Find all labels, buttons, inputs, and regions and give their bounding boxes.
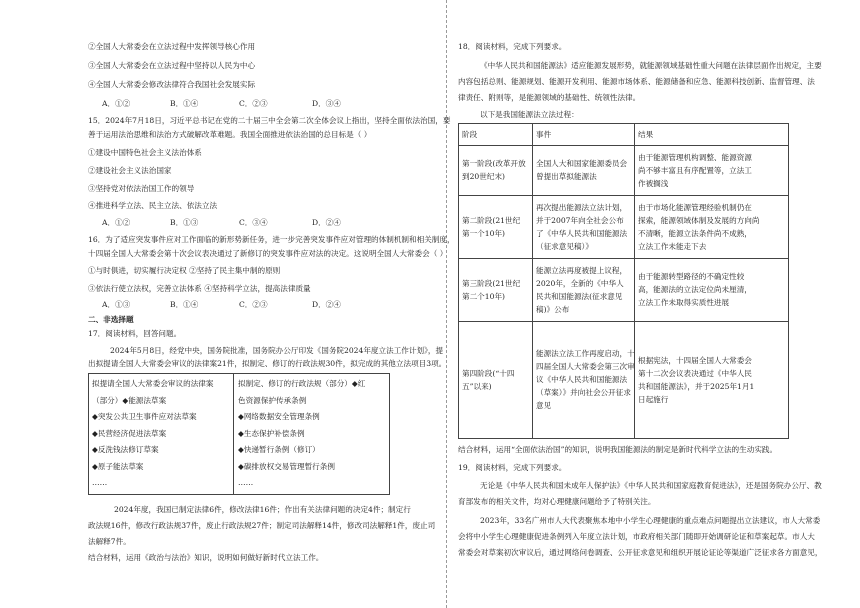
left-text-line: D．②④ xyxy=(312,300,341,309)
table-cell-line: 再次提出能源法立法计划， xyxy=(536,202,628,212)
table-cell-line: 立法工作未取得实质性进展 xyxy=(638,298,730,307)
table-cell-line: 民共和国能源法(征求意见 xyxy=(536,291,623,301)
table-column-rule xyxy=(532,123,533,439)
law-box-item: …… xyxy=(238,478,254,487)
right-text-line: 会将中小学生心理健康促进条例列入年度立法计划，市政府相关部门随即开始调研论证和草案起草。市人大 xyxy=(458,532,815,541)
left-text-line: A．①② xyxy=(102,99,131,108)
left-text-line: C．②③ xyxy=(239,99,268,108)
table-cell-line: 立法工作未能走下去 xyxy=(638,241,707,251)
table-rule xyxy=(458,123,788,124)
table-column-rule xyxy=(458,123,459,439)
table-cell-line: 第三阶段(21世纪 xyxy=(462,278,521,288)
column-divider xyxy=(446,0,447,608)
table-header: 阶段 xyxy=(462,130,478,139)
law-box-right-column xyxy=(238,378,365,494)
left-text-line: ④全国人大常委会修改法律符合我国社会发展实际 xyxy=(88,80,256,89)
table-cell xyxy=(638,201,760,253)
left-text-line: B．①④ xyxy=(170,300,199,309)
table-cell-line: 四届全国人大常委会第三次审 xyxy=(536,362,635,371)
left-text-line: ③依法行使立法权，完善立法体系 ④坚持科学立法，提高法律质量 xyxy=(88,284,311,293)
table-cell-line: 由于能源管理机构调整、能源资源 xyxy=(638,152,752,162)
right-text-line: 常委会对草案初次审议后，通过网络问卷调查、公开征求意见和组织开展论证论等渠道广泛征求各方面意见， xyxy=(458,548,823,557)
left-text-line: D．③④ xyxy=(312,99,341,108)
table-cell-line: 第二个10年) xyxy=(462,291,505,301)
left-text-line: 16．为了适应突发事件应对工作面临的新形势新任务，进一步完善突发事件应对管理的体制机制和相关制度， xyxy=(88,235,455,244)
table-cell-line: 第二阶段(21世纪 xyxy=(462,215,521,225)
law-box-item: ◆民营经济促进法草案 xyxy=(92,428,167,438)
table-cell-line: 高，能源法的立法定位尚未厘清， xyxy=(638,285,752,294)
table-cell-line: 到20世纪末) xyxy=(462,172,505,181)
left-text-line: 法解释7件。 xyxy=(88,537,131,546)
left-text-line: A．①② xyxy=(102,218,131,227)
table-rule xyxy=(458,145,788,146)
right-text-line: 律责任、附则等，是能源领域的基础性、统领性法律。 xyxy=(458,93,641,102)
law-box-item: （部分）◆能源法草案 xyxy=(92,395,167,405)
table-cell-line: 根据宪法，十四届全国人大常委会 xyxy=(638,355,752,365)
table-cell-line: 共和国能源法》，并于2025年1月1 xyxy=(638,381,755,391)
left-text-line: C．②③ xyxy=(239,300,268,309)
table-cell xyxy=(462,214,520,240)
table-cell-line: 不清晰，能源立法条件尚不成熟， xyxy=(638,228,752,238)
section-title: 二、非选择题 xyxy=(88,315,134,324)
right-text-line: 育部发布的相关文件，均对心理健康问题给予了特别关注。 xyxy=(458,497,656,506)
table-column-rule xyxy=(788,123,789,439)
law-box-item: ◆快递暂行条例（修订） xyxy=(238,445,320,454)
table-cell-line: 并于2007年向全社会公布 xyxy=(536,215,624,225)
right-text-line: 19．阅读材料，完成下列要求。 xyxy=(458,463,567,472)
left-text-line: 善于运用法治思维和法治方式破解改革难题。我国全面推进依法治国的总目标是（ ） xyxy=(88,130,372,139)
table-cell xyxy=(638,270,752,309)
table-cell-line: 由于能源转型路径的不确定性较 xyxy=(638,272,745,281)
table-cell xyxy=(536,264,627,316)
law-box-item: 拟提请全国人大常委会审议的法律案 xyxy=(92,379,214,388)
left-text-line: 15．2024年7月18日，习近平总书记在党的二十届三中全会第二次全体会议上指出，坚持全面依法治国，要 xyxy=(88,116,451,125)
table-cell-line: 尚不够丰富且有序配置等，立法工 xyxy=(638,165,752,175)
left-text-line: ②全国人大常委会在立法过程中发挥领导核心作用 xyxy=(88,42,256,51)
left-text-line: ①建设中国特色社会主义法治体系 xyxy=(88,148,202,157)
left-text-line: 2024年5月8日，经党中央，国务院批准，国务院办公厅印发《国务院2024年度立法工作计划》，提 xyxy=(110,346,444,355)
table-cell xyxy=(536,347,635,412)
table-cell xyxy=(462,157,526,183)
table-cell-line: 第一阶段(改革开放 xyxy=(462,159,526,168)
law-box-item: ◆原子能法草案 xyxy=(92,461,144,471)
table-cell-line: 意见 xyxy=(536,401,552,410)
left-text-line: B．①④ xyxy=(170,99,199,108)
table-cell-line: 五”以来) xyxy=(462,381,492,391)
table-rule xyxy=(458,195,788,196)
table-cell-line: 稿)》公布 xyxy=(536,304,570,314)
left-text-line: ②建设社会主义法治国家 xyxy=(88,166,172,175)
table-cell-line: 由于市场化能源管理经验机制仍在 xyxy=(638,202,752,212)
table-cell-line: （草案）》并向社会公开征求 xyxy=(536,388,631,397)
table-cell-line: 2020年，全新的《中华人 xyxy=(536,278,624,288)
right-text-line: 《中华人民共和国能源法》适应能源发展形势，就能源领域基础性重大问题在法律层面作出规定，主要 xyxy=(480,61,822,70)
left-text-line: 2024年度，我国已制定法律6件，修改法律16件；作出有关法律问题的决定4件；制定行 xyxy=(114,505,411,514)
table-cell-line: 能源立法再度被提上议程， xyxy=(536,265,628,275)
left-text-line: D．②④ xyxy=(312,218,341,227)
table-cell xyxy=(638,354,754,406)
law-box-left-column xyxy=(92,378,214,494)
table-cell xyxy=(462,277,520,303)
left-text-line: 17．阅读材料，回答问题。 xyxy=(88,329,182,338)
law-box-item: ◆突发公共卫生事件应对法草案 xyxy=(92,412,197,421)
right-text-line: 18．阅读材料，完成下列要求。 xyxy=(458,42,567,51)
right-text-line: 以下是我国能源法立法过程： xyxy=(480,110,579,119)
left-text-line: ③坚持党对依法治国工作的领导 xyxy=(88,184,195,193)
table-cell xyxy=(536,201,627,253)
table-cell-line: （征求意见稿）》 xyxy=(536,241,593,251)
right-text-line: 无论是《中华人民共和国未成年人保护法》《中华人民共和国家庭教育促进法》，还是国务院办公厅、教 xyxy=(480,481,822,490)
table-cell-line: 能源法立法工作再度启动，十 xyxy=(536,349,635,358)
table-cell-line: 议《中华人民共和国能源法 xyxy=(536,375,628,384)
law-box-item: ◆生态保护补偿条例 xyxy=(238,428,305,438)
table-cell-line: 了《中华人民共和国能源法 xyxy=(536,228,628,238)
table-cell-line: 日起施行 xyxy=(638,394,669,404)
table-cell xyxy=(462,367,514,393)
table-cell xyxy=(536,157,627,183)
law-box-divider xyxy=(233,373,234,494)
table-cell-line: 探索，能源领域体制及发展的方向尚 xyxy=(638,215,760,225)
left-text-line: C．③④ xyxy=(239,218,268,227)
law-box-item: ◆碳排放权交易管理暂行条例 xyxy=(238,461,335,471)
table-cell-line: 全国人大和国家能源委员会 xyxy=(536,159,628,168)
left-text-line: 十四届全国人大常委会第十次会议表决通过了新修订的突发事件应对法的决定。这说明全国人大常委会（ ） xyxy=(88,249,448,258)
left-text-line: A．①③ xyxy=(102,300,131,309)
table-cell-line: 第十二次会议表决通过《中华人民 xyxy=(638,368,752,378)
left-text-line: 出拟提请全国人大常委会审议的法律案21件，拟制定、修订的行政法规30件，拟完成的其他立法项目3项。 xyxy=(88,359,447,368)
law-box-item: 色资源保护传承条例 xyxy=(238,395,307,405)
left-text-line: 政法规16件，修改行政法规37件，废止行政法规27件；制定司法解释14件，修改司法解释1件，废止司 xyxy=(88,521,436,530)
table-cell-line: 曾提出草拟能源法 xyxy=(536,172,597,181)
right-text-line: 结合材料，运用“全面依法治国”的知识，说明我国能源法的制定是新时代科学立法的生动实践。 xyxy=(458,445,778,454)
law-box-item: 拟制定、修订的行政法规（部分）◆红 xyxy=(238,379,366,388)
left-text-line: ④推进科学立法、民主立法、依法立法 xyxy=(88,201,218,210)
table-rule xyxy=(458,321,788,322)
right-text-line: 内容包括总则、能源规划、能源开发利用、能源市场体系、能源储备和应急、能源科技创新、监督管理、法 xyxy=(458,77,815,86)
law-box-item: ◆反洗钱法修订草案 xyxy=(92,445,159,454)
left-text-line: B．①③ xyxy=(170,218,199,227)
right-text-line: 2023年，33名广州市人大代表聚焦本地中小学生心理健康的重点难点问题提出立法建议，市人大常委 xyxy=(480,516,821,525)
table-rule xyxy=(458,258,788,259)
left-text-line: 结合材料，运用《政治与法治》知识，说明如何做好新时代立法工作。 xyxy=(88,553,324,562)
law-box-item: …… xyxy=(92,478,108,487)
table-cell-line: 作被搁浅 xyxy=(638,178,669,188)
table-cell xyxy=(638,151,752,190)
left-text-line: ①与时俱进，切实履行决定权 ②坚持了民主集中制的原则 xyxy=(88,266,281,275)
table-rule xyxy=(458,438,788,439)
left-text-line: ③全国人大常委会在立法过程中坚持以人民为中心 xyxy=(88,61,256,70)
table-header: 结果 xyxy=(638,130,654,139)
table-header: 事件 xyxy=(536,130,552,139)
table-cell-line: 第一个10年) xyxy=(462,228,505,238)
table-cell-line: 第四阶段(“十四 xyxy=(462,368,515,378)
law-box-item: ◆网络数据安全管理条例 xyxy=(238,412,320,421)
